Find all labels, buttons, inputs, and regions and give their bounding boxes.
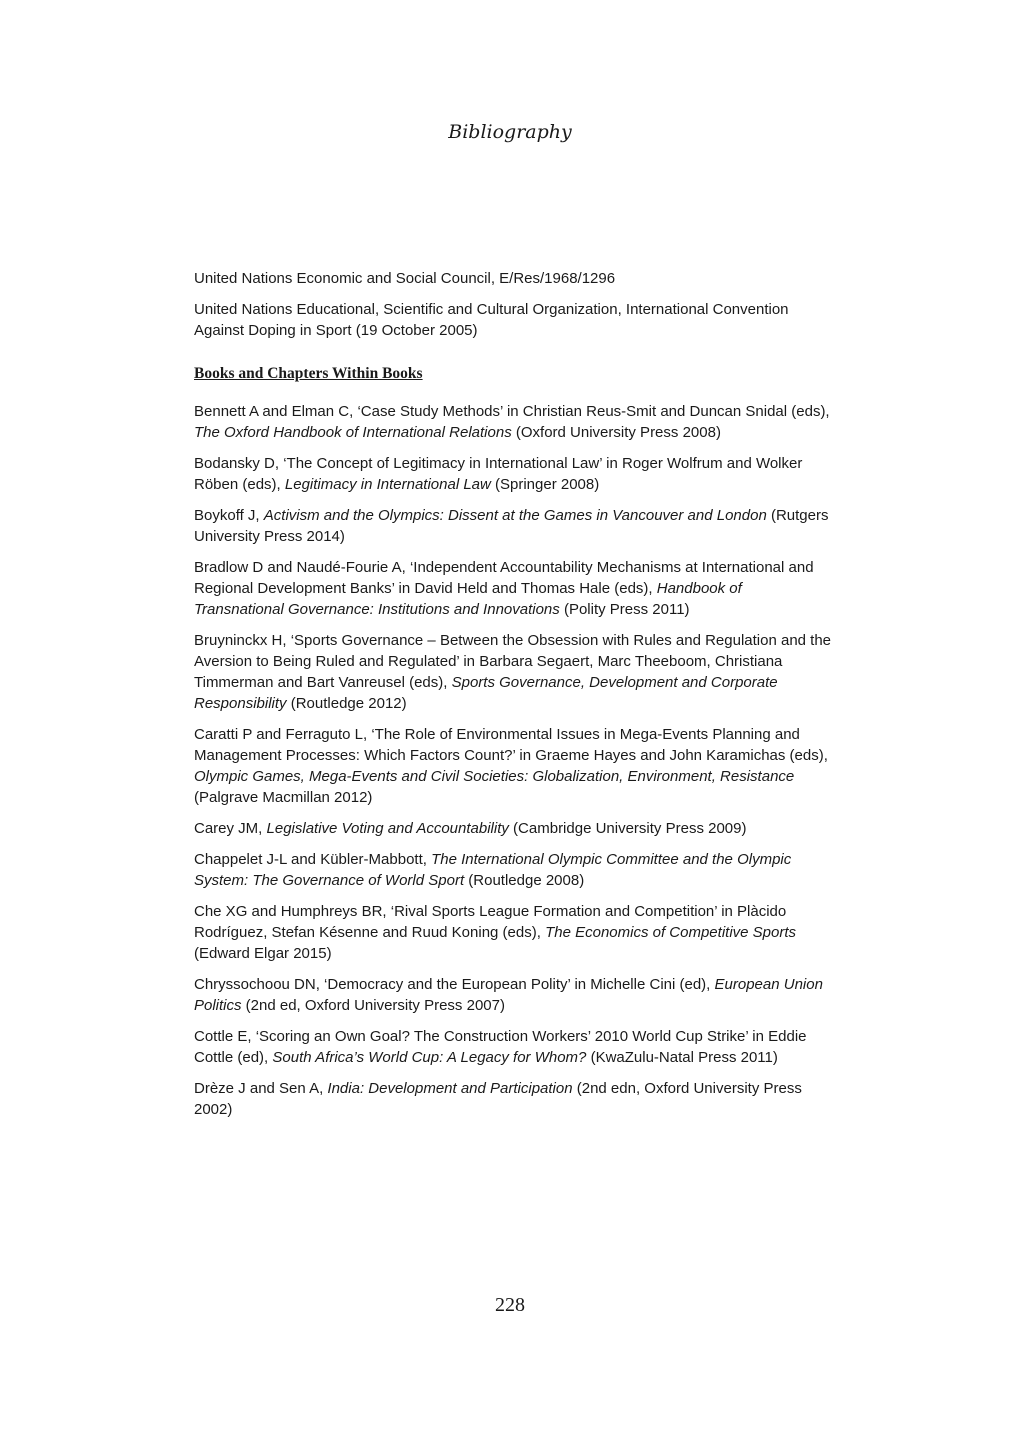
entry-text: Drèze J and Sen A, [194, 1080, 328, 1097]
entry-publisher: (Springer 2008) [490, 476, 600, 493]
entry-title: The Economics of Competitive Sports [545, 924, 797, 941]
entry-text: Carey JM, [194, 820, 267, 837]
entry-text: Che XG and Humphreys BR, ‘Rival Sports League Formation and Competition’ in Plàcido Rodríguez, Stefan Késenne and Ruud Koning (eds), [194, 903, 787, 941]
bibliography-entry: United Nations Educational, Scientific and Cultural Organization, International Convention Against Doping in Sport (19 October 2005) [194, 301, 789, 339]
entry-title: The Oxford Handbook of International Relations [194, 424, 512, 441]
entry-text: Bruyninckx H, ‘Sports Governance – Between the Obsession with Rules and Regulation and the Aversion to Being Ruled and Regulated’ in Barbara Segaert, Marc Theeboom, Christiana Timmerman and Bart Vanreusel (eds), [194, 632, 832, 691]
bibliography-entry [194, 453, 834, 495]
entry-title: Legislative Voting and Accountability [266, 820, 509, 837]
entry-text: Cottle E, ‘Scoring an Own Goal? The Construction Workers’ 2010 World Cup Strike’ in Eddie Cottle (ed), [194, 1028, 807, 1066]
entry-publisher: (Edward Elgar 2015) [194, 945, 332, 962]
bibliography-entry [194, 1078, 834, 1120]
bibliography-entry [194, 401, 834, 443]
bibliography-entry [194, 724, 834, 808]
entry-title: Activism and the Olympics: Dissent at the Games in Vancouver and London [263, 507, 767, 524]
entry-title: Handbook of Transnational Governance: Institutions and Innovations [194, 580, 742, 618]
entry-publisher: (Routledge 2008) [464, 872, 585, 889]
entry-text: Bradlow D and Naudé-Fourie A, ‘Independent Accountability Mechanisms at International and Regional Development Banks’ in David Held and Thomas Hale (eds), [194, 559, 814, 597]
entry-text: Bennett A and Elman C, ‘Case Study Methods’ in Christian Reus-Smit and Duncan Snidal (eds), [194, 403, 830, 420]
entry-title: South Africa’s World Cup: A Legacy for Whom? [272, 1049, 587, 1066]
bibliography-entry [194, 557, 834, 620]
running-title: Bibliography [448, 121, 572, 143]
bibliography-entry [194, 901, 834, 964]
entry-publisher: (2nd ed, Oxford University Press 2007) [241, 997, 505, 1014]
entry-text: Chappelet J-L and Kübler-Mabbott, [194, 851, 432, 868]
bibliography-entry [194, 849, 834, 891]
entry-publisher: (Rutgers University Press 2014) [194, 507, 829, 545]
page-number: 228 [495, 1294, 525, 1316]
bibliography-entry [194, 1026, 834, 1068]
bibliography-body [194, 268, 834, 1120]
entry-publisher: (Oxford University Press 2008) [511, 424, 721, 441]
entry-title: India: Development and Participation [327, 1080, 573, 1097]
bibliography-entry [194, 505, 834, 547]
entry-title: Sports Governance, Development and Corporate Responsibility [194, 674, 778, 712]
bibliography-entry [194, 974, 834, 1016]
entry-text: Caratti P and Ferraguto L, ‘The Role of Environmental Issues in Mega-Events Planning and Management Processes: Which Factors Count?’ in Graeme Hayes and John Karamichas (eds), [194, 726, 828, 764]
entry-title: Olympic Games, Mega-Events and Civil Societies: Globalization, Environment, Resistance [194, 768, 795, 785]
entry-publisher: (KwaZulu-Natal Press 2011) [586, 1049, 778, 1066]
entry-publisher: (Cambridge University Press 2009) [508, 820, 747, 837]
entry-publisher: (2nd edn, Oxford University Press 2002) [194, 1080, 802, 1118]
entry-title: European Union Politics [194, 976, 823, 1014]
entry-title: The International Olympic Committee and the Olympic System: The Governance of World Sport [194, 851, 792, 889]
entry-publisher: (Polity Press 2011) [559, 601, 690, 618]
entry-text: Bodansky D, ‘The Concept of Legitimacy in International Law’ in Roger Wolfrum and Wolker Röben (eds), [194, 455, 803, 493]
entry-text: Chryssochoou DN, ‘Democracy and the European Polity’ in Michelle Cini (ed), [194, 976, 715, 993]
entry-text: Boykoff J, [194, 507, 264, 524]
bibliography-entry [194, 818, 834, 839]
entry-publisher: (Routledge 2012) [286, 695, 407, 712]
entry-publisher: (Palgrave Macmillan 2012) [194, 789, 373, 806]
bibliography-entry [194, 630, 834, 714]
section-heading: Books and Chapters Within Books [194, 365, 423, 382]
bibliography-entry: United Nations Economic and Social Council, E/Res/1968/1296 [194, 270, 616, 287]
entry-title: Legitimacy in International Law [284, 476, 491, 493]
